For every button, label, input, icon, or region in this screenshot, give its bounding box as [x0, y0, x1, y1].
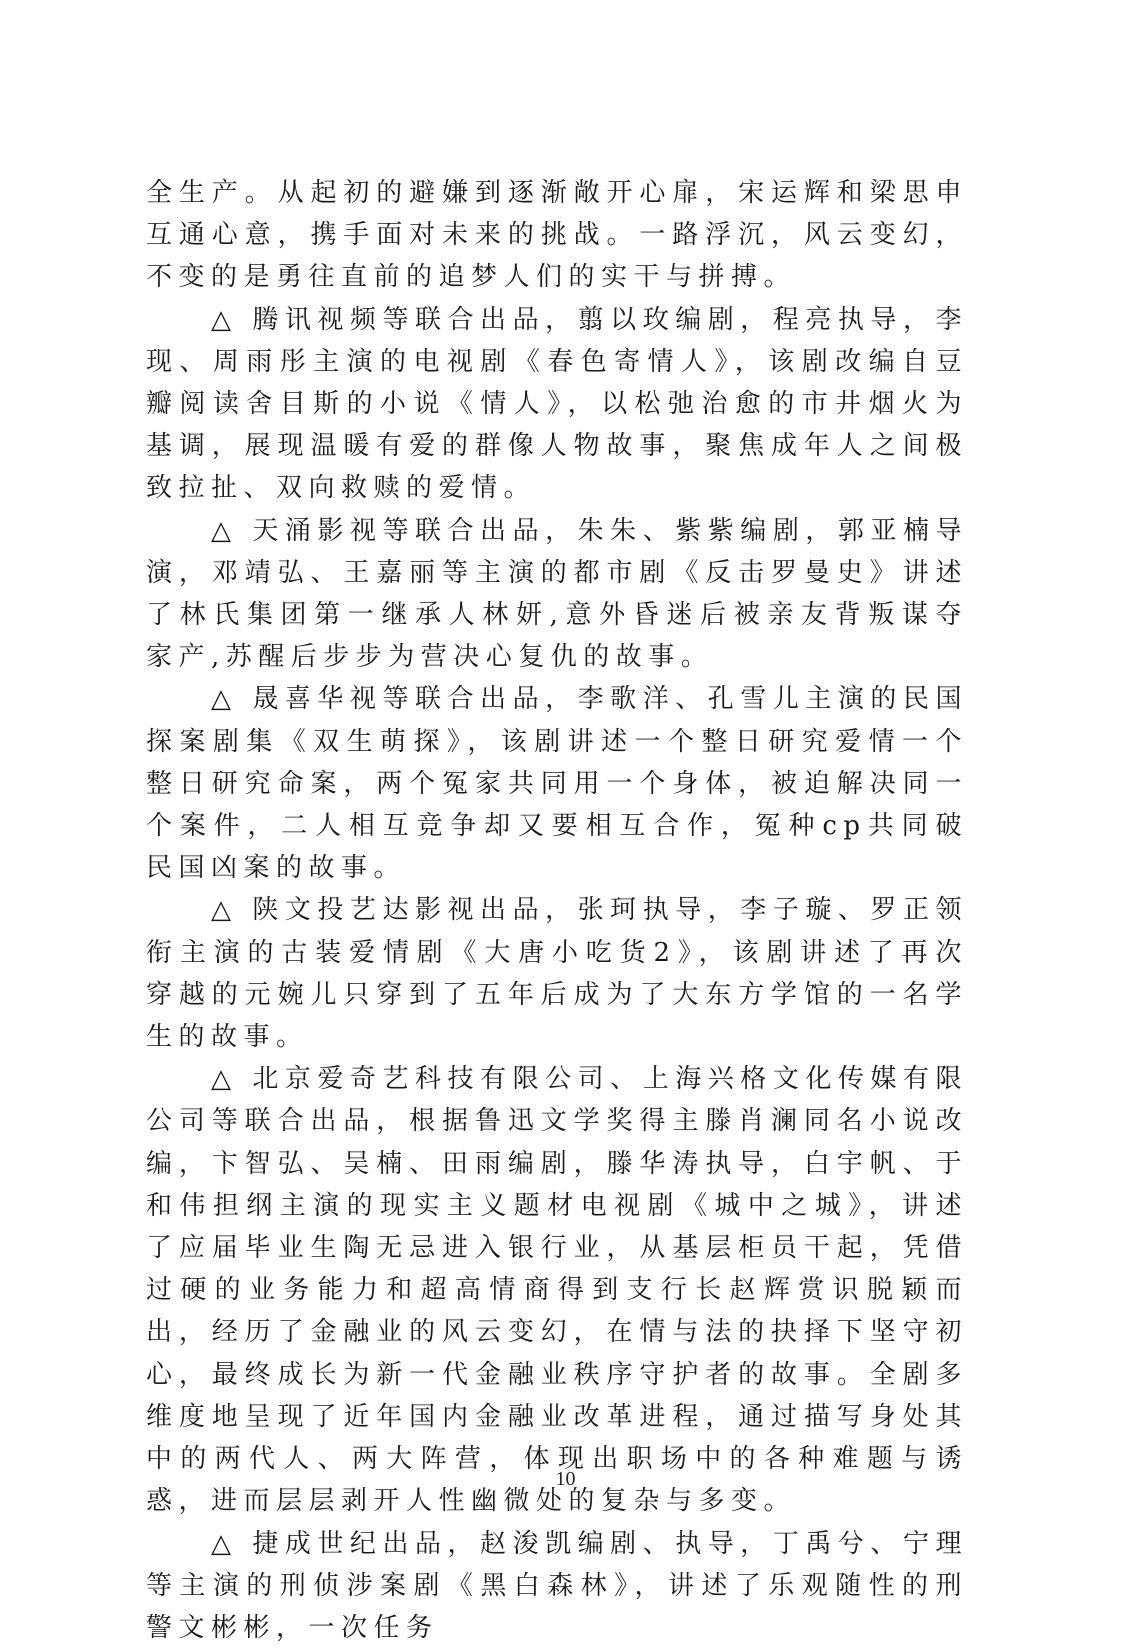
page-number: 10 [0, 1468, 1131, 1491]
paragraph: △ 陕文投艺达影视出品，张珂执导，李子璇、罗正领衔主演的古装爱情剧《大唐小吃货2》，该剧讲述了再次穿越的元婉儿只穿到了五年后成为了大东方学馆的一名学生的故事。 [146, 889, 968, 1058]
document-body [146, 172, 968, 1649]
paragraph: △ 天涌影视等联合出品，朱朱、紫紫编剧，郭亚楠导演，邓靖弘、王嘉丽等主演的都市剧《反击罗曼史》讲述了林氏集团第一继承人林妍,意外昏迷后被亲友背叛谋夺家产,苏醒后步步为营决心复仇的故事。 [146, 510, 968, 679]
paragraph: △ 腾讯视频等联合出品，翦以玫编剧，程亮执导，李现、周雨彤主演的电视剧《春色寄情人》，该剧改编自豆瓣阅读舍目斯的小说《情人》，以松弛治愈的市井烟火为基调，展现温暖有爱的群像人物故事，聚焦成年人之间极致拉扯、双向救赎的爱情。 [146, 299, 968, 510]
paragraph: △ 北京爱奇艺科技有限公司、上海兴格文化传媒有限公司等联合出品，根据鲁迅文学奖得主滕肖澜同名小说改编，卞智弘、吴楠、田雨编剧，滕华涛执导，白宇帆、于和伟担纲主演的现实主义题材电视剧《城中之城》，讲述了应届毕业生陶无忌进入银行业，从基层柜员干起，凭借过硬的业务能力和超高情商得到支行长赵辉赏识脱颖而出，经历了金融业的风云变幻，在情与法的抉择下坚守初心，最终成长为新一代金融业秩序守护者的故事。全剧多维度地呈现了近年国内金融业改革进程，通过描写身处其中的两代人、两大阵营，体现出职场中的各种难题与诱惑，进而层层剥开人性幽微处的复杂与多变。 [146, 1058, 968, 1522]
paragraph: △ 晟喜华视等联合出品，李歌洋、孔雪儿主演的民国探案剧集《双生萌探》，该剧讲述一个整日研究爱情一个整日研究命案，两个冤家共同用一个身体，被迫解决同一个案件，二人相互竞争却又要相互合作，冤种cp共同破民国凶案的故事。 [146, 678, 968, 889]
paragraph: △ 捷成世纪出品，赵浚凯编剧、执导，丁禹兮、宁理等主演的刑侦涉案剧《黑白森林》，讲述了乐观随性的刑警文彬彬，一次任务 [146, 1523, 968, 1649]
paragraph: 全生产。从起初的避嫌到逐渐敞开心扉，宋运辉和梁思申互通心意，携手面对未来的挑战。一路浮沉，风云变幻，不变的是勇往直前的追梦人们的实干与拼搏。 [146, 172, 968, 299]
